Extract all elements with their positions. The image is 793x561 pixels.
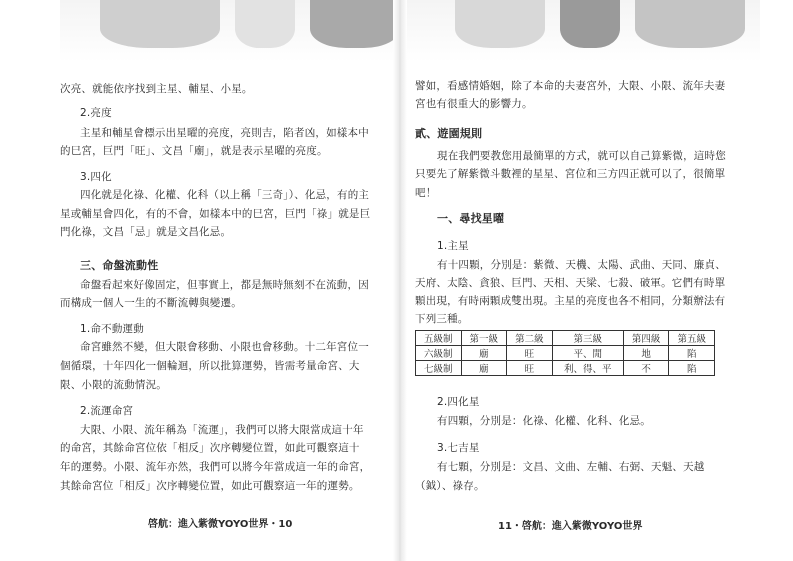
subheading: 3.四化 (80, 171, 112, 183)
table-cell: 第四級 (623, 331, 669, 346)
table-cell: 六級制 (416, 346, 462, 361)
text-line: 現在我們要教您用最簡單的方式，就可以自己算紫微，這時您 (437, 150, 726, 162)
section-heading: 貳、遊園規則 (415, 127, 483, 140)
subheading: 2.四化星 (437, 396, 480, 408)
subheading: 1.主星 (437, 240, 469, 252)
table-cell: 地 (623, 346, 669, 361)
table-cell: 陷 (669, 346, 715, 361)
text-line: （鉞）、祿存。 (415, 480, 485, 492)
text-line: 主星和輔星會標示出星曜的亮度，亮則吉，陷者凶，如樣本中 (80, 127, 369, 139)
table-cell: 利、得、平 (552, 361, 623, 376)
text-line: 有十四顆，分別是：紫微、天機、太陽、武曲、天同、廉貞、 (437, 259, 726, 271)
right-page (405, 0, 793, 561)
table-cell: 第三級 (552, 331, 623, 346)
subheading: 2.流運命宮 (80, 405, 134, 417)
table-cell: 陷 (669, 361, 715, 376)
left-page (0, 0, 395, 561)
subheading: 2.亮度 (80, 107, 112, 119)
table-header-row (416, 331, 715, 346)
text-line: 宮也有很重大的影響力。 (415, 98, 533, 110)
subheading: 3.七吉星 (437, 442, 480, 454)
table-cell: 第一級 (461, 331, 507, 346)
text-line: 大限、小限、流年稱為「流運」，我們可以將大限當成這十年 (80, 424, 364, 436)
text-line: 年的運勢。小限、流年亦然，我們可以將今年當成這一年的命宮， (60, 461, 371, 473)
table-cell: 不 (623, 361, 669, 376)
text-line: 譬如，看感情婚姻，除了本命的夫妻宮外，大限、小限、流年夫妻 (415, 80, 726, 92)
text-line: 而構成一個人一生的不斷流轉與變遷。 (60, 297, 242, 309)
table-cell: 平、閒 (552, 346, 623, 361)
text-line: 下列三種。 (415, 313, 469, 325)
subheading: 1.命不動運動 (80, 323, 144, 335)
text-line: 其餘命宮位「相反」次序轉變位置，如此可觀察這一年的運勢。 (60, 480, 360, 492)
section-heading: 一、尋找星曜 (437, 212, 505, 225)
text-line: 只要先了解紫微斗數裡的星星、宮位和三方四正就可以了，很簡單 (415, 168, 726, 180)
text-line: 的巳宮，巨門「旺」、文昌「廟」，就是表示星曜的亮度。 (60, 145, 328, 157)
text-line: 限、小限的流動情況。 (60, 379, 167, 391)
page-footer: 11・啓航：進入紫微YOYO世界 (498, 521, 643, 532)
table-cell: 七級制 (416, 361, 462, 376)
text-line: 命宮雖然不變，但大限會移動、小限也會移動。十二年宮位一 (80, 341, 369, 353)
table-cell: 廟 (461, 361, 507, 376)
table-cell: 第五級 (669, 331, 715, 346)
table-cell: 旺 (507, 361, 553, 376)
table-row (416, 361, 715, 376)
text-line: 有七顆，分別是：文昌、文曲、左輔、右弼、天魁、天越 (437, 461, 705, 473)
text-line: 次亮、就能依序找到主星、輔星、小星。 (60, 83, 253, 95)
text-line: 的命宮，其餘命宮位依「相反」次序轉變位置，如此可觀察這十 (60, 442, 360, 454)
text-line: 有四顆，分別是：化祿、化權、化科、化忌。 (437, 415, 651, 427)
text-line: 星或輔星會四化，有的不會，如樣本中的巳宮，巨門「祿」就是巨 (60, 208, 371, 220)
text-line: 天府、太陰、貪狼、巨門、天相、天梁、七殺、破軍。它們有時單 (415, 277, 726, 289)
table-cell: 旺 (507, 346, 553, 361)
text-line: 顆出現，有時兩顆成雙出現。主星的亮度也各不相同，分類辦法有 (415, 295, 726, 307)
text-line: 命盤看起來好像固定，但事實上，都是無時無刻不在流動，因 (80, 279, 369, 291)
text-line: 個循環，十年四化一個輪迴，所以批算運勢，皆需考量命宮、大 (60, 360, 360, 372)
table-cell: 第二級 (507, 331, 553, 346)
section-heading: 三、命盤流動性 (80, 259, 159, 272)
text-line: 四化就是化祿、化權、化科（以上稱「三奇」）、化忌，有的主 (80, 189, 370, 201)
page-footer: 啓航：進入紫微YOYO世界・10 (148, 519, 293, 530)
brightness-grade-table (415, 330, 715, 376)
text-line: 門化祿，文昌「忌」就是文昌化忌。 (60, 226, 232, 238)
text-line: 吧！ (415, 187, 437, 199)
table-row (416, 346, 715, 361)
table-cell: 五級制 (416, 331, 462, 346)
table-cell: 廟 (461, 346, 507, 361)
